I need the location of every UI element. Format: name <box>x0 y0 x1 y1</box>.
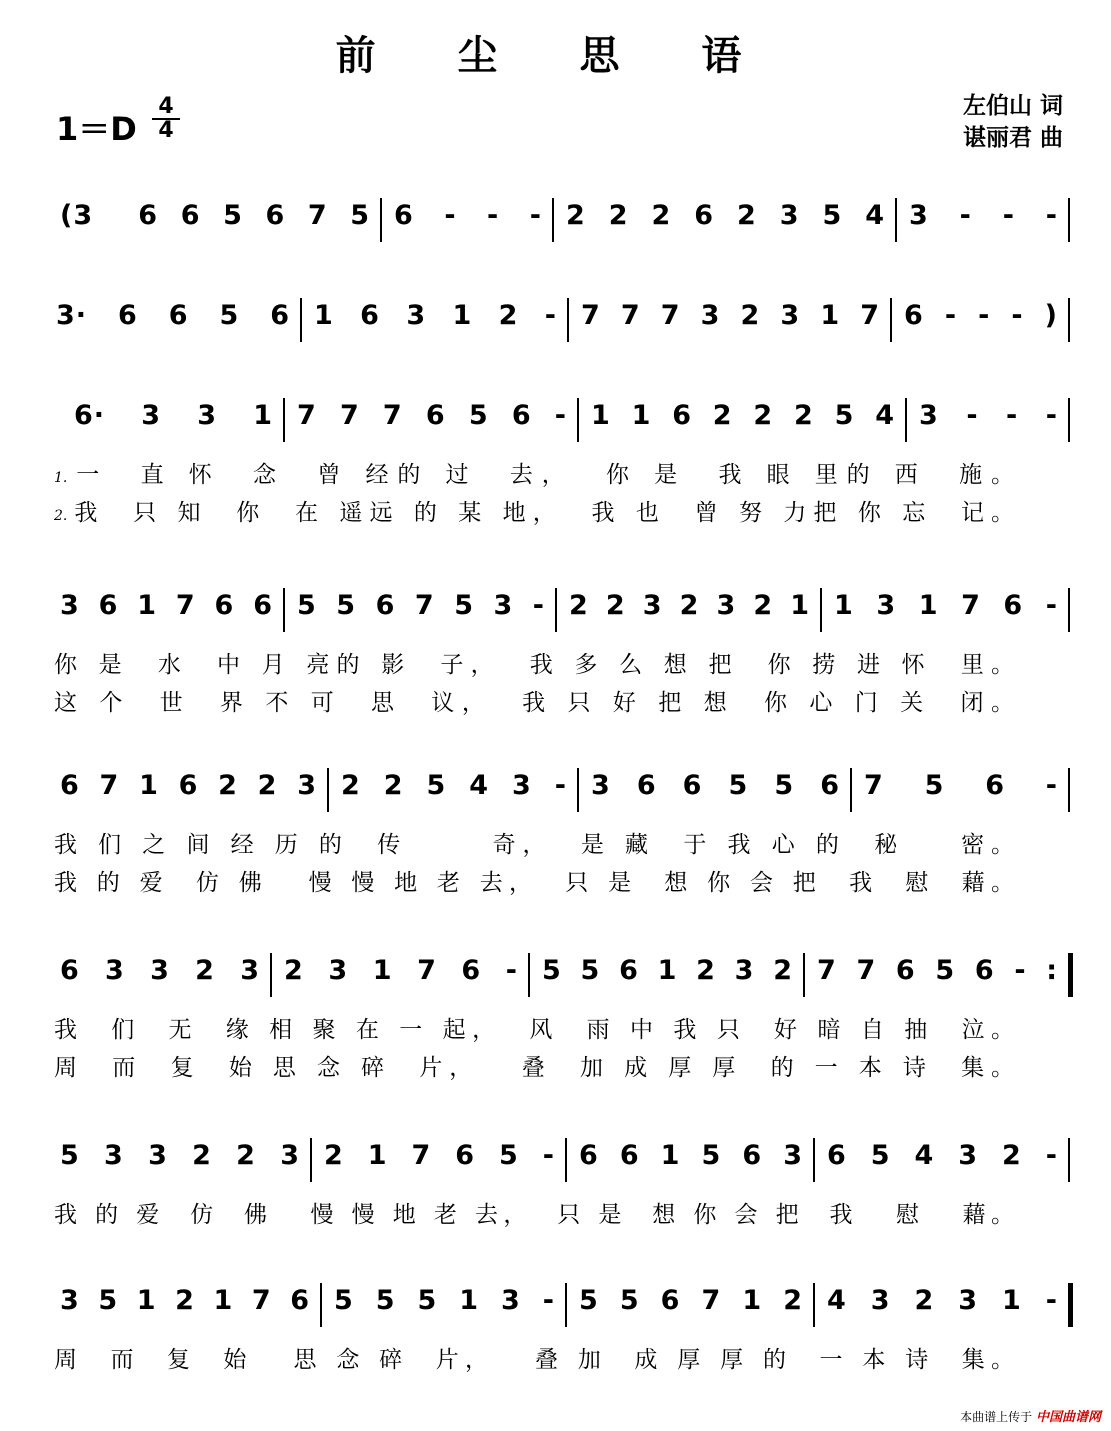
lyric-line <box>54 1341 1014 1374</box>
measure-notes: 3 6 1 7 6 6 <box>60 590 273 621</box>
score-system <box>0 580 1111 640</box>
measure-notes: 7 7 7 3 2 3 1 7 <box>581 300 880 331</box>
verse-number: 1. <box>54 470 68 486</box>
barline <box>283 398 285 442</box>
lyric-text: 我 的 爱 仿 佛 慢 慢 地 老 去， 只 是 想 你 会 把 我 慰 藉。 <box>54 870 1014 896</box>
measure-notes: 6 6 1 5 6 3 <box>579 1140 803 1171</box>
measure <box>813 945 1062 1005</box>
barline <box>300 298 302 342</box>
barline <box>552 198 554 242</box>
score-system <box>0 945 1111 1005</box>
measure-notes: 6· 3 3 1 <box>74 400 273 431</box>
measure <box>390 190 546 250</box>
score-system <box>0 760 1111 820</box>
measure <box>575 1130 807 1190</box>
measure-notes: 2 1 7 6 5 - <box>324 1140 555 1171</box>
measure <box>56 190 374 250</box>
measure <box>538 945 797 1005</box>
barline <box>1068 198 1070 242</box>
measure-notes: 2 2 2 6 2 3 5 4 <box>566 200 885 231</box>
barline <box>813 1138 815 1182</box>
measure <box>860 760 1062 820</box>
lyric-line <box>54 646 1014 679</box>
measure <box>320 1130 559 1190</box>
barline <box>320 1283 322 1327</box>
barline <box>565 1138 567 1182</box>
barline <box>327 768 329 812</box>
barline <box>528 953 530 997</box>
measure <box>823 1275 1062 1335</box>
credits <box>963 90 1063 154</box>
lyric-line <box>54 1011 1014 1044</box>
lyric-text: 我 只 知 你 在 遥远 的 某 地， 我 也 曾 努 力把 你 忘 记。 <box>67 500 1014 526</box>
score-system <box>0 290 1111 350</box>
measure-notes: 5 5 6 1 2 3 2 <box>542 955 793 986</box>
lyric-line <box>54 456 1014 489</box>
measure-notes: 3 5 1 2 1 7 6 <box>60 1285 310 1316</box>
measure <box>70 390 277 450</box>
final-barline <box>1068 1283 1073 1327</box>
measure <box>56 1130 304 1190</box>
lyric-text: 一 直 怀 念 曾 经的 过 去， 你 是 我 眼 里的 西 施。 <box>67 462 1014 488</box>
measure <box>56 760 321 820</box>
composer: 谌丽君 曲 <box>962 125 1063 151</box>
barline <box>850 768 852 812</box>
measure-notes: 7 5 6 - <box>864 770 1058 801</box>
barline <box>567 298 569 342</box>
measure-notes: 6 5 4 3 2 - <box>827 1140 1058 1171</box>
time-bottom: 4 <box>152 118 180 142</box>
barline <box>270 953 272 997</box>
barline <box>565 1283 567 1327</box>
barline <box>1068 398 1070 442</box>
measure <box>900 290 1062 350</box>
measure <box>56 945 264 1005</box>
final-barline <box>1068 953 1073 997</box>
measure <box>310 290 561 350</box>
measure <box>577 290 884 350</box>
lyric-text: 这 个 世 界 不 可 思 议， 我 只 好 把 想 你 心 门 关 闭。 <box>54 690 1014 716</box>
lyric-text: 你 是 水 中 月 亮的 影 子， 我 多 么 想 把 你 捞 进 怀 里。 <box>54 652 1014 678</box>
song-title: 前 尘 思 语 <box>335 32 776 79</box>
measure <box>562 190 889 250</box>
measure <box>280 945 522 1005</box>
measure-notes: 6 3 3 2 3 <box>60 955 260 986</box>
barline <box>890 298 892 342</box>
measure-notes: 5 5 6 7 5 3 - <box>297 590 545 621</box>
measure <box>293 390 571 450</box>
barline <box>577 398 579 442</box>
key-signature: 1＝D <box>56 110 137 148</box>
lyric-text: 我 们 之 间 经 历 的 传 奇， 是 藏 于 我 心 的 秘 密。 <box>54 832 1014 858</box>
lyric-line <box>54 864 1014 897</box>
measure <box>565 580 814 640</box>
score-system <box>0 1275 1111 1335</box>
footer-text: 本曲谱上传于 <box>960 1410 1033 1424</box>
measure <box>587 390 899 450</box>
barline <box>905 398 907 442</box>
measure <box>575 1275 807 1335</box>
barline <box>813 1283 815 1327</box>
measure-notes: 2 3 1 7 6 - <box>284 955 518 986</box>
barline <box>283 588 285 632</box>
lyric-line <box>54 684 1014 717</box>
measure-notes: 2 2 5 4 3 - <box>341 770 567 801</box>
barline <box>1068 298 1070 342</box>
barline <box>555 588 557 632</box>
measure <box>56 1275 314 1335</box>
barline <box>895 198 897 242</box>
measure <box>587 760 844 820</box>
footer <box>960 1406 1101 1425</box>
measure-notes: 5 5 5 1 3 - <box>334 1285 555 1316</box>
measure-notes: 1 1 6 2 2 2 5 4 <box>591 400 895 431</box>
measure <box>293 580 549 640</box>
score-system <box>0 1130 1111 1190</box>
measure-notes: 6 - - - ) <box>904 300 1058 331</box>
measure <box>330 1275 559 1335</box>
lyric-text: 我 的 爱 仿 佛 慢 慢 地 老 去， 只 是 想 你 会 把 我 慰 藉。 <box>54 1202 1014 1228</box>
barline <box>1068 1138 1070 1182</box>
lyric-text: 周 而 复 始 思 念 碎 片， 叠 加 成 厚 厚 的 一 本 诗 集。 <box>54 1347 1014 1373</box>
score-system <box>0 190 1111 250</box>
barline <box>1068 588 1070 632</box>
lyric-line <box>54 494 1014 527</box>
barline <box>310 1138 312 1182</box>
measure-notes: 5 5 6 7 1 2 <box>579 1285 803 1316</box>
measure-notes: 6 - - - <box>394 200 542 231</box>
measure <box>337 760 571 820</box>
lyricist: 左伯山 词 <box>962 93 1063 119</box>
lyric-line <box>54 826 1014 859</box>
measure <box>905 190 1062 250</box>
measure-notes: 2 2 3 2 3 2 1 <box>569 590 810 621</box>
lyric-line <box>54 1049 1014 1082</box>
measure-notes: 3· 6 6 5 6 <box>56 300 290 331</box>
barline <box>380 198 382 242</box>
measure <box>56 580 277 640</box>
barline <box>577 768 579 812</box>
measure-notes: 3 - - - <box>909 200 1058 231</box>
lyric-text: 周 而 复 始 思 念 碎 片， 叠 加 成 厚 厚 的 一 本 诗 集。 <box>54 1055 1014 1081</box>
footer-brand: 中国曲谱网 <box>1035 1410 1101 1425</box>
measure-notes: 5 3 3 2 2 3 <box>60 1140 300 1171</box>
time-top: 4 <box>158 94 174 119</box>
lyric-text: 我 们 无 缘 相 聚 在 一 起， 风 雨 中 我 只 好 暗 自 抽 泣。 <box>54 1017 1014 1043</box>
measure-notes: 1 3 1 7 6 - <box>834 590 1058 621</box>
measure <box>915 390 1062 450</box>
measure-notes: 6 7 1 6 2 2 3 <box>60 770 317 801</box>
measure-notes: 3 - - - <box>919 400 1058 431</box>
measure-notes: 4 3 2 3 1 - <box>827 1285 1058 1316</box>
measure-notes: 7 7 7 6 5 6 - <box>297 400 567 431</box>
measure-notes: 7 7 6 5 6 - : <box>817 955 1058 986</box>
measure <box>830 580 1062 640</box>
measure-notes: 3 6 6 5 5 6 <box>591 770 840 801</box>
barline <box>1068 768 1070 812</box>
barline <box>820 588 822 632</box>
barline <box>803 953 805 997</box>
verse-number: 2. <box>54 508 68 524</box>
measure <box>52 290 294 350</box>
measure <box>823 1130 1062 1190</box>
lyric-line <box>54 1196 1014 1229</box>
measure-notes: (3 6 6 5 6 7 5 <box>60 200 370 231</box>
measure-notes: 1 6 3 1 2 - <box>314 300 557 331</box>
score-system <box>0 390 1111 450</box>
time-signature <box>152 96 180 142</box>
